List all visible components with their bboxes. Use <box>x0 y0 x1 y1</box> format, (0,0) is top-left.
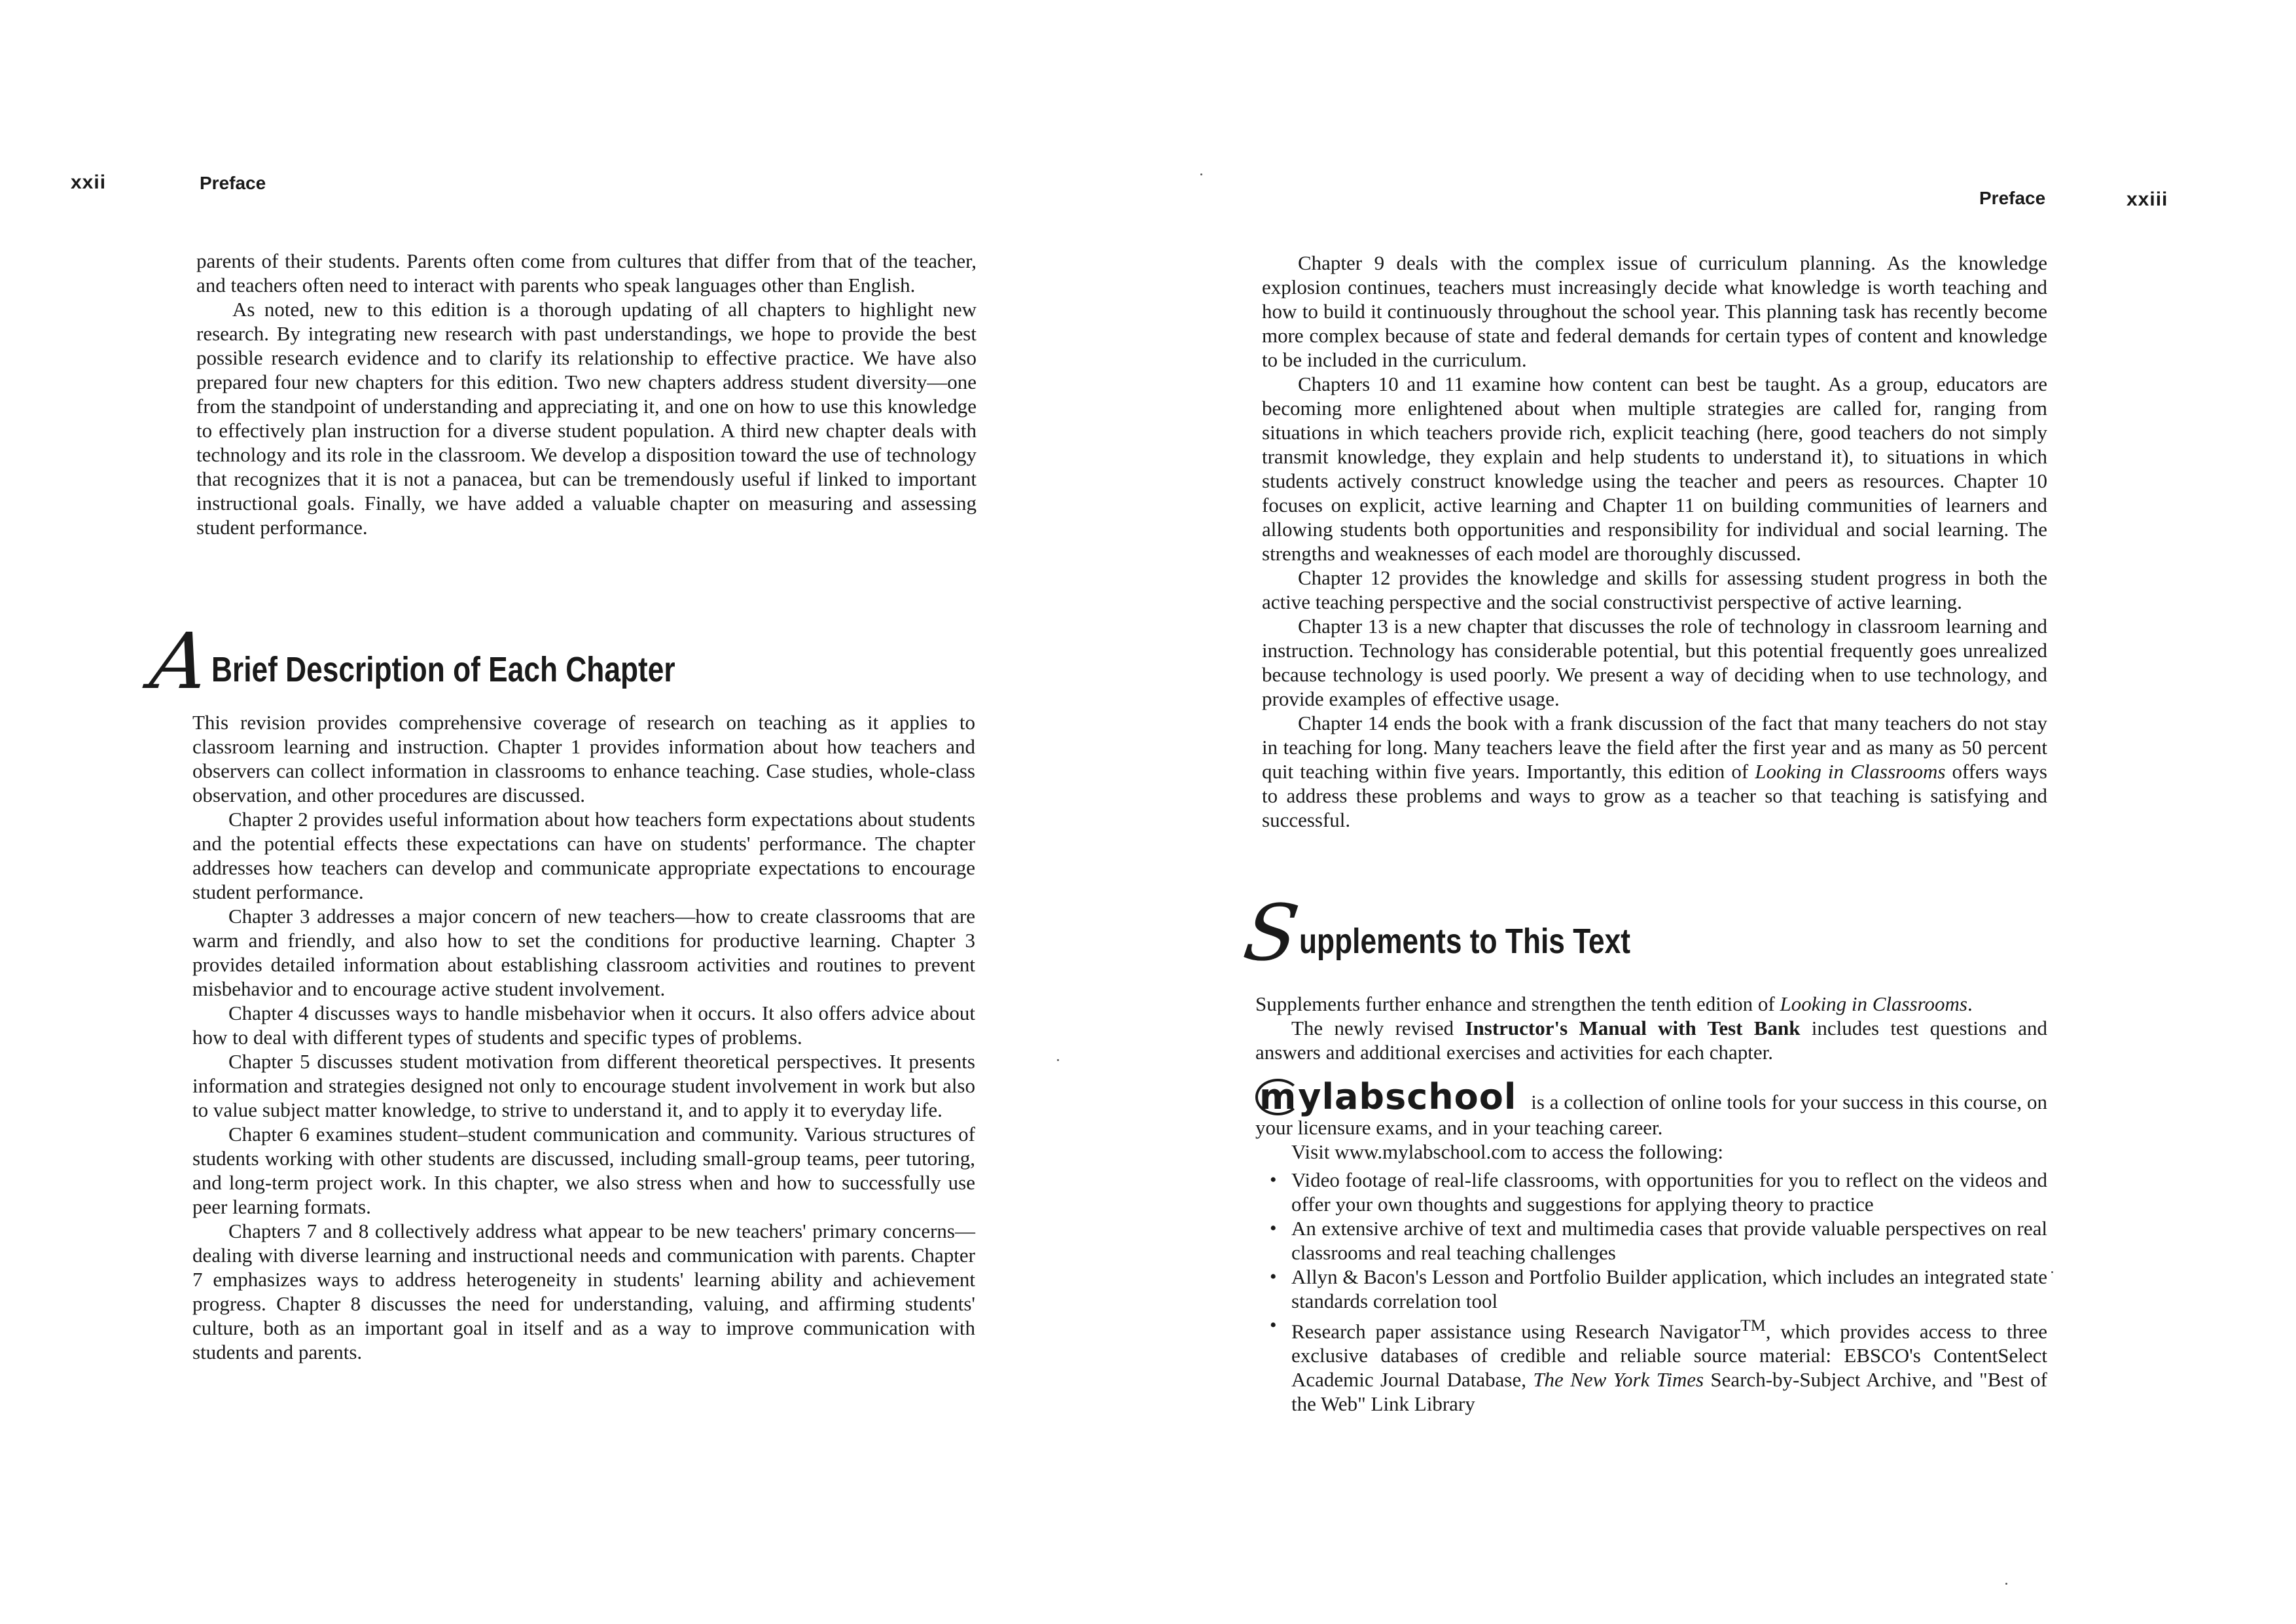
heading-dropcap: A <box>145 616 214 706</box>
chapter-descriptions <box>192 710 975 1364</box>
mylabschool-logo <box>1255 1076 1516 1117</box>
text-run: The newly revised <box>1291 1017 1465 1039</box>
text-run: Chapter 14 ends the book with a frank discussion of the fact that many teachers do not stay in teaching for long. Many teachers leave the field after the first year and as many as 50 percent quit teaching within five years. Importantly, this edition of <box>1262 712 2047 783</box>
list-item <box>1255 1168 2047 1216</box>
paragraph: Chapter 13 is a new chapter that discusses the role of technology in classroom learning and instruction. Technology has considerable potential, but this potential frequently goes unrealized because technology is used poorly. We present a way of deciding when to use technology, and provide examples of effective usage. <box>1262 615 2047 710</box>
scan-speck <box>1057 1059 1059 1061</box>
mylabschool-description: is a collection of online tools for your success in this course, on your licensure exams, and in your teaching career. <box>1255 1091 2048 1139</box>
list-item-text: Allyn & Bacon's Lesson and Portfolio Builder application, which includes an integrated state standards correlation tool <box>1291 1265 2047 1312</box>
bullet-glyph: • <box>1270 1169 1277 1191</box>
chapter-descriptions-continued <box>1262 251 2047 832</box>
paragraph: Chapter 5 discusses student motivation from different theoretical perspectives. It presents information and strategies designed not only to encourage student involvement in work but also to value subject matter knowledge, to strive to understand it, and to apply it to everyday life. <box>192 1050 975 1121</box>
paragraph: Chapters 10 and 11 examine how content can best be taught. As a group, educators are becoming more enlightened about when multiple strategies are called for, ranging from situations in which teachers provide rich, explicit teaching (here, good teachers do not simply transmit knowledge, they explain and help students to understand it), to situations in which students actively construct knowledge using the teacher and peers as resources. Chapter 10 focuses on explicit, active learning and Chapter 11 on building communities of learners and allowing students both opportunities and responsibility for individual and social learning. The strengths and weaknesses of each model are thoroughly discussed. <box>1262 372 2047 565</box>
paragraph: Chapters 7 and 8 collectively address what appear to be new teachers' primary concerns—dealing with diverse learning and instructional needs and communication with parents. Chapter 7 emphasizes ways to address heterogeneity in students' learning ability and achievement progress. Chapter 8 discusses the need for understanding, valuing, and affirming students' culture, both as an important goal in itself and as a way to improve communication with students and parents. <box>192 1219 975 1363</box>
running-head: Preface <box>1979 188 2046 208</box>
bullet-glyph: • <box>1270 1266 1277 1288</box>
paragraph <box>1255 992 2047 1016</box>
scan-speck <box>2005 1583 2007 1585</box>
paragraph: Chapter 2 provides useful information about how teachers form expectations about students and the potential effects these expectations can have on students' performance. The chapter addresses how teachers can develop and communicate appropriate expectations to encourage student performance. <box>192 808 975 903</box>
supplements-text <box>1255 992 2047 1416</box>
manual-title: Instructor's Manual with Test Bank <box>1465 1017 1801 1039</box>
right-page <box>1148 0 2296 1624</box>
newspaper-title: The New York Times <box>1533 1368 1704 1392</box>
scan-speck <box>1200 173 1202 175</box>
list-item-text: An extensive archive of text and multimedia cases that provide valuable perspectives on real classrooms and real teaching challenges <box>1291 1217 2047 1264</box>
scan-speck <box>2051 1271 2053 1273</box>
paragraph: Chapter 4 discusses ways to handle misbehavior when it occurs. It also offers advice about how to deal with different types of students and specific types of problems. <box>192 1001 975 1049</box>
supplement-list <box>1255 1168 2047 1416</box>
trademark: TM <box>1740 1316 1766 1335</box>
page-number: xxiii <box>2126 189 2168 210</box>
paragraph <box>1255 1016 2047 1064</box>
paragraph: Visit www.mylabschool.com to access the following: <box>1291 1140 1723 1163</box>
text-run: . <box>1967 992 1973 1015</box>
paragraph: parents of their students. Parents often come from cultures that differ from that of the teacher, and teachers often need to interact with parents who speak languages other than English. <box>196 249 977 297</box>
text-run: Supplements further enhance and strengthen the tenth edition of <box>1255 992 1780 1015</box>
page-number: xxii <box>71 171 107 193</box>
heading-text: Brief Description of Each Chapter <box>211 650 675 689</box>
heading-text: upplements to This Text <box>1299 922 1630 961</box>
section-heading <box>145 616 777 706</box>
paragraph: Chapter 3 addresses a major concern of new teachers—how to create classrooms that are warm and friendly, and also how to set the conditions for productive learning. Chapter 3 provides detailed information about establishing classroom activities and routines to prevent misbehavior and to encourage active student involvement. <box>192 905 975 1000</box>
list-item <box>1255 1313 2047 1416</box>
paragraph: Chapter 6 examines student–student communication and community. Various structures of students working with other students are discussed, including small-group teams, peer tutoring, and long-term project work. In this chapter, we also stress when and how to successfully use peer learning formats. <box>192 1123 975 1218</box>
paragraph: As noted, new to this edition is a thorough updating of all chapters to highlight new research. By integrating new research with past understandings, we hope to provide the best possible research evidence and to clarify its relationship to effective practice. We have also prepared four new chapters for this edition. Two new chapters address student diversity—one from the standpoint of understanding and appreciating it, and one on how to use this knowledge to effectively plan instruction for a diverse student population. A third new chapter deals with technology and its role in the classroom. We develop a disposition toward the use of technology that recognizes that it is not a panacea, but can be tremendously useful if linked to important instructional goals. Finally, we have added a valuable chapter on measuring and assessing student performance. <box>196 298 977 539</box>
running-head: Preface <box>200 173 266 193</box>
logo-rest: ylabschool <box>1298 1076 1517 1117</box>
intro-text <box>196 249 977 539</box>
text-run: offers ways to address these problems and ways to grow as a teacher so that teaching is satisfying and successful. <box>1262 760 2047 831</box>
list-item <box>1255 1216 2047 1265</box>
text-run: Research paper assistance using Research Navigator <box>1291 1320 1740 1343</box>
book-title: Looking in Classrooms <box>1755 760 1946 783</box>
section-heading <box>1238 888 1703 978</box>
heading-dropcap: S <box>1238 888 1304 978</box>
bullet-glyph: • <box>1270 1218 1277 1239</box>
paragraph <box>1262 711 2047 832</box>
paragraph: Chapter 9 deals with the complex issue of curriculum planning. As the knowledge explosion continues, teachers must increasingly decide what knowledge is worth teaching and how to build it continuously throughout the school year. This planning task has recently become more complex because of state and federal demands for certain types of content and knowledge to be included in the curriculum. <box>1262 251 2047 371</box>
bullet-glyph: • <box>1270 1314 1277 1336</box>
text-run: Search-by-Subject Archive, and "Best of the Web" Link Library <box>1291 1368 2047 1416</box>
logo-m: m <box>1255 1079 1300 1115</box>
paragraph: Chapter 12 provides the knowledge and skills for assessing student progress in both the active teaching perspective and the social constructivist perspective of active learning. <box>1262 566 2047 613</box>
list-item-text: Video footage of real-life classrooms, with opportunities for you to reflect on the videos and offer your own thoughts and suggestions for applying theory to practice <box>1291 1168 2047 1216</box>
book-title: Looking in Classrooms <box>1780 992 1967 1015</box>
list-item <box>1255 1265 2047 1313</box>
paragraph: This revision provides comprehensive coverage of research on teaching as it applies to classroom learning and instruction. Chapter 1 provides information about how teachers and observers can collect information in classrooms to enhance teaching. Case studies, whole-class observation, and other procedures are discussed. <box>192 711 975 806</box>
text-run: includes test questions and answers and additional exercises and activities for each chapter. <box>1255 1017 2047 1064</box>
mylabschool-paragraph <box>1255 1076 2048 1140</box>
text-run: , which provides access to three exclusive databases of credible and reliable source material: EBSCO's ContentSelect Academic Journal Database, <box>1291 1320 2047 1392</box>
